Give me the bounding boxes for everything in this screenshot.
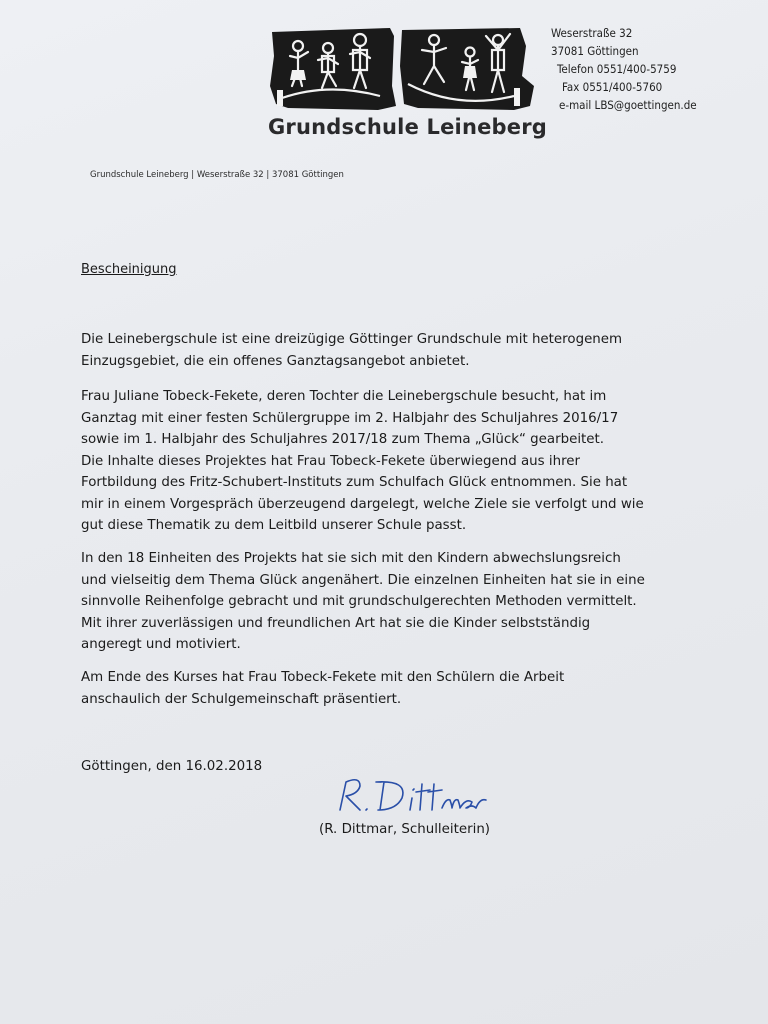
paragraph-units xyxy=(81,548,721,656)
text-line: In den 18 Einheiten des Projekts hat sie sich mit den Kindern abwechslungsreich xyxy=(81,551,621,566)
signer-name: (R. Dittmar, Schulleiterin) xyxy=(319,822,491,837)
school-name: Grundschule Leineberg xyxy=(268,115,548,139)
text-line: Fortbildung des Fritz-Schubert-Instituts zum Schulfach Glück entnommen. Sie hat xyxy=(81,475,628,490)
school-address xyxy=(551,24,761,114)
sender-line: Grundschule Leineberg | Weserstraße 32 | 37081 Göttingen xyxy=(90,170,344,180)
address-street: Weserstraße 32 xyxy=(551,26,633,40)
document-heading: Bescheinigung xyxy=(81,262,177,277)
address-phone: Telefon 0551/400-5759 xyxy=(557,62,677,76)
text-line: Frau Juliane Tobeck-Fekete, deren Tochter die Leinebergschule besucht, hat im xyxy=(81,389,607,404)
text-line: Ganztag mit einer festen Schülergruppe im 2. Halbjahr des Schuljahres 2016/17 xyxy=(81,410,619,426)
school-logo xyxy=(268,26,548,144)
text-line: mir in einem Vorgespräch überzeugend dargelegt, welche Ziele sie verfolgt und wie xyxy=(81,496,644,512)
paragraph-intro xyxy=(81,329,721,372)
paragraph-closing xyxy=(81,667,721,710)
text-line: Die Leinebergschule ist eine dreizügige Göttinger Grundschule mit heterogenem xyxy=(81,332,623,347)
date-line: Göttingen, den 16.02.2018 xyxy=(81,759,263,774)
address-city: 37081 Göttingen xyxy=(551,44,639,58)
text-line: anschaulich der Schulgemeinschaft präsentiert. xyxy=(81,691,402,707)
text-line: Am Ende des Kurses hat Frau Tobeck-Fekete mit den Schülern die Arbeit xyxy=(81,670,565,685)
text-line: Einzugsgebiet, die ein offenes Ganztagsangebot anbietet. xyxy=(81,353,470,369)
text-line: angeregt und motiviert. xyxy=(81,637,241,652)
address-email: e-mail LBS@goettingen.de xyxy=(559,98,697,112)
school-children-logo-icon xyxy=(268,26,536,112)
text-line: Die Inhalte dieses Projektes hat Frau Tobeck-Fekete überwiegend aus ihrer xyxy=(81,453,581,469)
text-line: Mit ihrer zuverlässigen und freundlichen Art hat sie die Kinder selbstständig xyxy=(81,615,591,631)
paragraph-project xyxy=(81,386,721,537)
text-line: sowie im 1. Halbjahr des Schuljahres 2017/18 zum Thema „Glück“ gearbeitet. xyxy=(81,432,605,447)
address-fax: Fax 0551/400-5760 xyxy=(562,80,663,94)
handwritten-signature xyxy=(326,770,496,820)
text-line: sinnvolle Reihenfolge gebracht und mit grundschulgerechten Methoden vermittelt. xyxy=(81,594,637,609)
text-line: gut diese Thematik zu dem Leitbild unserer Schule passt. xyxy=(81,518,467,533)
text-line: und vielseitig dem Thema Glück angenähert. Die einzelnen Einheiten hat sie in eine xyxy=(81,572,645,588)
